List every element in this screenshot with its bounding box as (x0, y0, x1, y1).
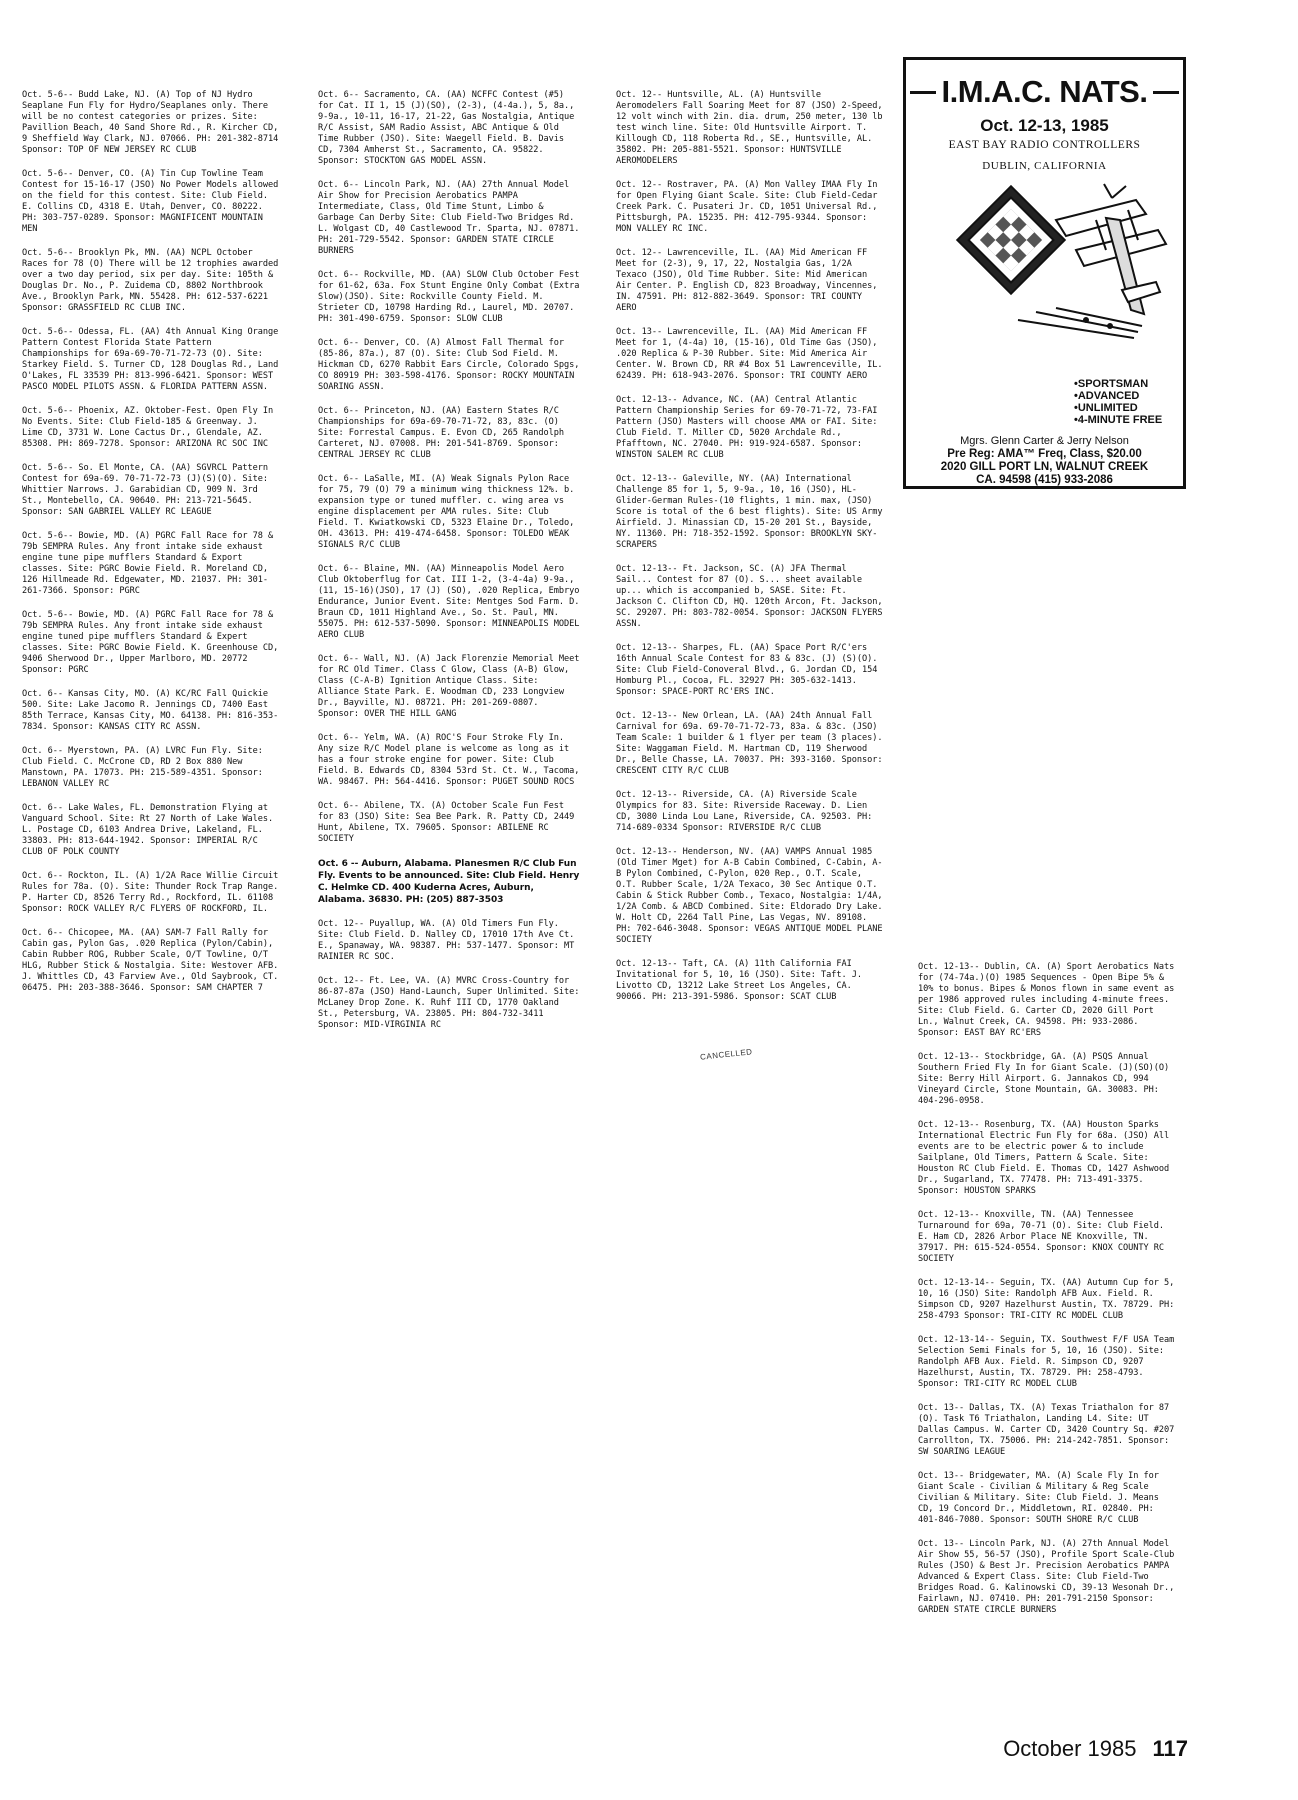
event-listing: Oct. 6 -- Auburn, Alabama. Planesmen R/C Club Fun Fly. Events to be announced. Site: Club Field. Henry C. Helmke CD. 400 Kuderna Acres, Auburn, Alabama. 36830. PH: (205) 887-3503 (318, 859, 580, 905)
ad-managers: Mgrs. Glenn Carter & Jerry Nelson (960, 435, 1129, 447)
listing-column-4 (918, 962, 1178, 1629)
class-advanced: •ADVANCED (1074, 390, 1140, 402)
event-listing: Oct. 5-6-- Bowie, MD. (A) PGRC Fall Race for 78 & 79b SEMPRA Rules. Any front intake side exhaust engine tune pipe mufflers Standard & Export classes. Site: PGRC Bowie Field. R. Moreland CD, 126 Hillmeade Rd. Edgewater, MD. 21037. PH: 301-261-7366. Sponsor: PGRC (22, 531, 274, 596)
event-listing: Oct. 12-13-- Stockbridge, GA. (A) PSQS Annual Southern Fried Fly In for Giant Scale. (J)(SO)(O) Site: Berry Hill Airport. G. Jannakos CD, 994 Vineyard Circle, Stone Mountain, GA. 30083. PH: 404-296-0958. (918, 1052, 1170, 1106)
event-listing: Oct. 12-13-- New Orlean, LA. (AA) 24th Annual Fall Carnival for 69a. 69-70-71-72-73, 83a. & 83c. (JSO) Team Scale: 1 builder & 1 flyer per team (3 places). Site: Waggaman Field. M. Hartman CD, 119 Sherwood Dr., Belle Chasse, LA. 70037. PH: 393-3160. Sponsor: CRESCENT CITY R/C CLUB (616, 711, 883, 776)
event-listing: Oct. 12-- Huntsville, AL. (A) Huntsville Aeromodelers Fall Soaring Meet for 87 (JSO) 2-Speed, 12 volt winch with 2in. dia. drum, 250 meter, 130 lb test winch line. Site: Old Huntsville Airport. T. Killough CD, 118 Roberta Rd., SE., Huntsville, AL. 35802. PH: 205-881-5521. Sponsor: HUNTSVILLE AEROMODELERS (616, 90, 883, 166)
event-listing: Oct. 6-- Blaine, MN. (AA) Minneapolis Model Aero Club Oktoberflug for Cat. III 1-2, (3-4-4a) 9-9a., (11, 15-16)(JSO), 17 (J) (SO), .020 Replica, Embryo Endurance, Junior Event. Site: Mentges Sod Farm. D. Braun CD, 1011 Highland Ave., So. St. Paul, MN. 55075. PH: 612-537-5090. Sponsor: MINNEAPOLIS MODEL AERO CLUB (318, 564, 580, 640)
event-listing: Oct. 13-- Lawrenceville, IL. (AA) Mid American FF Meet for 1, (4-4a) 10, (15-16), Old Time Gas (JSO), .020 Replica & P-30 Rubber. Site: Mid America Air Center. W. Brown CD, RR #4 Box 51 Lawrenceville, IL. 62439. PH: 618-943-2076. Sponsor: TRI COUNTY AERO (616, 327, 883, 381)
event-listing: Oct. 6-- Lake Wales, FL. Demonstration Flying at Vanguard School. Site: Rt 27 North of Lake Wales. L. Postage CD, 6103 Andrea Drive, Lakeland, FL. 33803. PH: 813-644-1942. Sponsor: IMPERIAL R/C CLUB OF POLK COUNTY (22, 803, 274, 857)
event-listing: Oct. 5-6-- Phoenix, AZ. Oktober-Fest. Open Fly In No Events. Site: Club Field-185 & Greenway. J. Lime CD, 3731 W. Lone Cactus Dr., Glendale, AZ. 85308. PH: 869-7278. Sponsor: ARIZONA RC SOC INC (22, 406, 274, 449)
event-listing: Oct. 6-- Princeton, NJ. (AA) Eastern States R/C Championships for 69a-69-70-71-72, 83, 83c. (O) Site: Forrestal Campus. E. Evon CD, 265 Randolph Carteret, NJ. 07008. PH: 201-541-8769. Sponsor: CENTRAL JERSEY RC CLUB (318, 406, 564, 460)
listing-column-2 (318, 90, 580, 1044)
imac-nats-ad (903, 57, 1186, 489)
event-listing: Oct. 12-13-- Ft. Jackson, SC. (A) JFA Thermal Sail... Contest for 87 (O). S... sheet available up... which is accompanied b, SASE. Site: Ft. Jackson C. Clifton CD, HQ. 120th Arcon, Ft. Jackson, SC. 29207. PH: 803-782-0054. Sponsor: JACKSON FLYERS ASSN. (616, 564, 883, 629)
event-listing: Oct. 5-6-- Brooklyn Pk, MN. (AA) NCPL October Races for 78 (O) There will be 12 trophies awarded over a two day period, six per day. Site: 105th & Douglas Dr. No., P. Zuidema CD, 8802 Northbrook Ave., Brooklyn Park, MN. 55428. PH: 612-537-6221 Sponsor: GRASSFIELD RC CLUB INC. (22, 248, 279, 313)
event-listing: Oct. 5-6-- Denver, CO. (A) Tin Cup Towline Team Contest for 15-16-17 (JSO) No Power Models allowed on the field for this contest. Site: Club Field. E. Collins CD, 4318 E. Utah, Denver, CO. 80222. PH: 303-757-0289. Sponsor: MAGNIFICENT MOUNTAIN MEN (22, 169, 279, 234)
class-4-minute-free: •4-MINUTE FREE (1074, 414, 1163, 426)
event-listing: Oct. 6-- Lincoln Park, NJ. (AA) 27th Annual Model Air Show for Precision Aerobatics PAMPA Intermediate, Class, Old Time Stunt, Limbo & Garbage Can Derby Site: Club Field-Two Bridges Rd. L. Wolgast CD, 40 Castlewood Tr. Sparta, NJ. 07871. PH: 201-729-5542. Sponsor: GARDEN STATE CIRCLE BURNERS (318, 180, 580, 256)
ad-title: I.M.A.C. NATS. (906, 74, 1183, 110)
event-listing: Oct. 6-- LaSalle, MI. (A) Weak Signals Pylon Race for 75, 79 (O) 79 a minimum wing thickness 12%. b. expansion type or tuned muffler. c. wing area vs engine displacement per AMA rules. Site: Club Field. T. Kwiatkowski CD, 5323 Elaine Dr., Toledo, OH. 43613. PH: 419-474-6458. Sponsor: TOLEDO WEAK SIGNALS R/C CLUB (318, 474, 575, 550)
event-listing: Oct. 6-- Abilene, TX. (A) October Scale Fun Fest for 83 (JSO) Site: Sea Bee Park. R. Patty CD, 2449 Hunt, Abilene, TX. 79605. Sponsor: ABILENE RC SOCIETY (318, 801, 575, 844)
event-listing: Oct. 12-13-- Taft, CA. (A) 11th California FAI Invitational for 5, 10, 16 (JSO). Site: Taft. J. Livotto CD, 13212 Lake Street Los Angeles, CA. 90066. PH: 213-391-5986. Sponsor: SCAT CLUB (616, 959, 862, 1002)
page-footer (1003, 1736, 1188, 1762)
event-listing: Oct. 5-6-- Odessa, FL. (AA) 4th Annual King Orange Pattern Contest Florida State Pattern Championships for 69a-69-70-71-72-73 (O). Site: Starkey Field. S. Turner CD, 128 Douglas Rd., Land O'Lakes, FL 33539 PH: 813-996-6421. Sponsor: WEST PASCO MODEL PILOTS ASSN. & FLORIDA PATTERN ASSN. (22, 327, 279, 392)
event-listing: Oct. 13-- Lincoln Park, NJ. (A) 27th Annual Model Air Show 55, 56-57 (JSO), Profile Sport Scale-Club Rules (JSO) & Best Jr. Precision Aerobatics PAMPA Advanced & Expert Class. Site: Club Field-Two Bridges Road. G. Kalinowski CD, 39-13 Wesonah Dr., Fairlawn, NJ. 07410. PH: 201-791-2150 Sponsor: GARDEN STATE CIRCLE BURNERS (918, 1539, 1175, 1615)
event-listing: Oct. 12-- Rostraver, PA. (A) Mon Valley IMAA Fly In for Open Flying Giant Scale. Site: Club Field-Cedar Creek Park. C. Pusateri Jr. CD, 1051 Universal Rd., Pittsburgh, PA. 15235. PH: 412-795-9344. Sponsor: MON VALLEY RC INC. (616, 180, 878, 234)
event-listing: Oct. 12-13-- Henderson, NV. (AA) VAMPS Annual 1985 (Old Timer Mget) for A-B Cabin Combined, C-Cabin, A-B Pylon Combined, C-Pylon, 020 Rep., O.T. Scale, O.T. Rubber Scale, 1/2A Texaco, 30 Sec Antique O.T. Cabin & Stick Rubber Comb., Texaco, Nostalgia: 1/4A, 1/2A Comb. & ABCD Combined. Site: Eldorado Dry Lake. W. Holt CD, 2264 Tall Pine, Las Vegas, NV. 89108. PH: 702-646-3048. Sponsor: VEGAS ANTIQUE MODEL PLANE SOCIETY (616, 847, 883, 945)
event-listing: Oct. 6-- Denver, CO. (A) Almost Fall Thermal for (85-86, 87a.), 87 (O). Site: Club Sod Field. M. Hickman CD, 6270 Rabbit Ears Circle, Colorado Spgs, CO 80919 PH: 303-598-4176. Sponsor: ROCKY MOUNTAIN SOARING ASSN. (318, 338, 580, 392)
ad-class-list (1074, 378, 1162, 426)
event-listing: Oct. 6-- Wall, NJ. (A) Jack Florenzie Memorial Meet for RC Old Timer. Class C Glow, Class (A-B) Glow, Class (C-A-B) Ignition Antique Class. Site: Alliance State Park. E. Woodman CD, 233 Longview Dr., Bayville, NJ. 08721. PH: 201-269-0807. Sponsor: OVER THE HILL GANG (318, 654, 580, 719)
ad-contact (906, 435, 1183, 487)
event-listing: Oct. 5-6-- Bowie, MD. (A) PGRC Fall Race for 78 & 79b SEMPRA Rules. Any front intake side exhaust engine tuned pipe mufflers Standard & Expert classes. Site: PGRC Bowie Field. K. Greenhouse CD, 9406 Sherwood Dr., Upper Marlboro, MD. 20772 Sponsor: PGRC (22, 610, 279, 675)
event-listing: Oct. 12-13-- Advance, NC. (AA) Central Atlantic Pattern Championship Series for 69-70-71-72, 73-FAI Pattern (JSO) Masters will choose AMA or FAI. Site: Club Field. T. Miller CD, 5020 Archdale Rd., Pfafftown, NC. 27040. PH: 919-924-6587. Sponsor: WINSTON SALEM RC CLUB (616, 395, 878, 460)
event-listing: Oct. 13-- Dallas, TX. (A) Texas Triathalon for 87 (O). Task T6 Triathalon, Landing L4. Site: UT Dallas Campus. W. Carter CD, 3420 Country Sq. #207 Carrollton, TX. 75006. PH: 214-242-7851. Sponsor: SW SOARING LEAGUE (918, 1403, 1175, 1457)
biplane-emblem-image (906, 180, 1183, 360)
event-listing: Oct. 12-13-- Galeville, NY. (AA) International Challenge 85 for 1, 5, 9-9a., 10, 16 (JSO), HL-Glider-German Rules-(10 flights, 1 min. max, (JSO) Score is total of the 6 best flights). Site: US Army Airfield. J. Minassian CD, 15-20 201 St., Bayside, NY. 11360. PH: 718-352-1592. Sponsor: BROOKLYN SKY-SCRAPERS (616, 474, 883, 550)
event-listing: Oct. 6-- Kansas City, MO. (A) KC/RC Fall Quickie 500. Site: Lake Jacomo R. Jennings CD, 7400 East 85th Terrace, Kansas City, MO. 64138. PH: 816-353-7834. Sponsor: KANSAS CITY RC ASSN. (22, 689, 279, 732)
ad-dates: Oct. 12-13, 1985 (980, 116, 1109, 135)
class-unlimited: •UNLIMITED (1074, 402, 1138, 414)
event-listing: Oct. 13-- Bridgewater, MA. (A) Scale Fly In for Giant Scale - Civilian & Military & Reg Scale Civilian & Military. Site: Club Field. J. Means CD, 19 Concord Dr., Middletown, RI. 02840. PH: 401-846-7080. Sponsor: SOUTH SHORE R/C CLUB (918, 1471, 1159, 1525)
event-listing: Oct. 12-13-14-- Seguin, TX. (AA) Autumn Cup for 5, 10, 16 (JSO) Site: Randolph AFB Aux. Field. R. Simpson CD, 9207 Hazelhurst Austin, TX. 78729. PH: 258-4793 Sponsor: TRI-CITY RC MODEL CLUB (918, 1278, 1175, 1321)
event-listing: Oct. 12-13-- Dublin, CA. (A) Sport Aerobatics Nats for (74-74a.)(O) 1985 Sequences - Open Bipe 5% & 10% to bonus. Bipes & Monos flown in same event as per 1986 approved rules including 4-minute frees. Site: Club Field. G. Carter CD, 2020 Gill Port Ln., Walnut Creek, CA. 94598. PH: 933-2086. Sponsor: EAST BAY RC'ERS (918, 962, 1175, 1038)
ad-illustration (906, 180, 1183, 360)
event-listing: Oct. 12-13-- Knoxville, TN. (AA) Tennessee Turnaround for 69a, 70-71 (O). Site: Club Field. E. Ham CD, 2826 Arbor Place NE Knoxville, TN. 37917. PH: 615-524-0554. Sponsor: KNOX COUNTY RC SOCIETY (918, 1210, 1164, 1264)
event-listing: Oct. 12-- Lawrenceville, IL. (AA) Mid American FF Meet for (2-3), 9, 17, 22, Nostalgia Gas, 1/2A Texaco (JSO), Old Time Rubber. Site: Mid American Air Center. P. English CD, 823 Broadway, Vincennes, IN. 47591. PH: 812-882-3649. Sponsor: TRI COUNTY AERO (616, 248, 878, 313)
event-listing: Oct. 12-13-- Rosenburg, TX. (AA) Houston Sparks International Electric Fun Fly for 68a. (JSO) All events are to be electric power & to include Sailplane, Old Timers, Pattern & Scale. Site: Houston RC Club Field. E. Thomas CD, 1427 Ashwood Dr., Sugarland, TX. 77478. PH: 713-491-3375. Sponsor: HOUSTON SPARKS (918, 1120, 1170, 1196)
event-listing: Oct. 6-- Myerstown, PA. (A) LVRC Fun Fly. Site: Club Field. C. McCrone CD, RD 2 Box 880 New Manstown, PA. 17073. PH: 215-589-4351. Sponsor: LEBANON VALLEY RC (22, 746, 263, 789)
event-listing: Oct. 12-- Ft. Lee, VA. (A) MVRC Cross-Country for 86-87-87a (JSO) Hand-Launch, Super Unlimited. Site: McLaney Drop Zone. K. Ruhf III CD, 1770 Oakland St., Petersburg, VA. 23805. PH: 804-732-3411 Sponsor: MID-VIRGINIA RC (318, 976, 580, 1030)
event-listing: Oct. 12-13-- Riverside, CA. (A) Riverside Scale Olympics for 83. Site: Riverside Raceway. D. Lien CD, 3080 Linda Lou Lane, Riverside, CA. 92503. PH: 714-689-0334 Sponsor: RIVERSIDE R/C CLUB (616, 790, 873, 833)
ad-city-phone: CA. 94598 (415) 933-2086 (976, 474, 1113, 486)
event-listing: Oct. 6-- Sacramento, CA. (AA) NCFFC Contest (#5) for Cat. II 1, 15 (J)(SO), (2-3), (4-4a.), 5, 8a., 9-9a., 10-11, 16-17, 21-22, Gas Nostalgia, Antique R/C Assist, SAM Radio Assist, ABC Antique & Old Time Rubber (JSO). Site: Waegell Field. B. Davis CD, 7304 Amherst St., Sacramento, CA. 95822. Sponsor: STOCKTON GAS MODEL ASSN. (318, 90, 575, 166)
class-sportsman: •SPORTSMAN (1074, 378, 1149, 390)
event-listing: Oct. 12-- Puyallup, WA. (A) Old Timers Fun Fly. Site: Club Field. D. Nalley CD, 17010 17th Ave Ct. E., Spanaway, WA. 98387. PH: 537-1477. Sponsor: MT RAINIER RC SOC. (318, 919, 575, 962)
event-listing: Oct. 12-13-- Sharpes, FL. (AA) Space Port R/C'ers 16th Annual Scale Contest for 83 & 83c. (J) (S)(O). Site: Club Field-Conoveral Blvd., G. Jordan CD, 154 Homburg Pl., Cocoa, FL. 32927 PH: 305-632-1413. Sponsor: SPACE-PORT RC'ERS INC. (616, 643, 878, 697)
listing-column-1 (22, 90, 280, 1007)
page-number: 117 (1152, 1736, 1188, 1761)
ad-prereg: Pre Reg: AMA™ Freq, Class, $20.00 (947, 448, 1142, 460)
event-listing: Oct. 6-- Rockville, MD. (AA) SLOW Club October Fest for 61-62, 63a. Fox Stunt Engine Only Combat (Extra Slow)(JSO). Site: Rockville County Field. M. Strieter CD, 10798 Harding Rd., Laurel, MD. 20707. PH: 301-490-6759. Sponsor: SLOW CLUB (318, 270, 580, 324)
ad-club: EAST BAY RADIO CONTROLLERS (948, 139, 1141, 151)
listing-column-3 (616, 90, 884, 1016)
ad-address: 2020 GILL PORT LN, WALNUT CREEK (940, 461, 1149, 473)
event-listing: Oct. 6-- Chicopee, MA. (AA) SAM-7 Fall Rally for Cabin gas, Pylon Gas, .020 Replica (Pylon/Cabin), Cabin Rubber ROG, Rubber Scale, O/T Towline, O/T HLG, Rubber Stick & Nostalgia. Site: Westover AFB. J. Whittles CD, 43 Farview Ave., Old Saybrook, CT. 06475. PH: 203-388-3646. Sponsor: SAM CHAPTER 7 (22, 928, 279, 993)
cancelled-stamp: CANCELLED (699, 1047, 753, 1062)
ad-location: DUBLIN, CALIFORNIA (982, 160, 1107, 172)
event-listing: Oct. 5-6-- Budd Lake, NJ. (A) Top of NJ Hydro Seaplane Fun Fly for Hydro/Seaplanes only. There will be no contest categories or prizes. Site: Pavillion Beach, 40 Sand Shore Rd., R. Kircher CD, 9 Sheffield Way Clark, NJ. 07066. PH: 201-382-8714 Sponsor: TOP OF NEW JERSEY RC CLUB (22, 90, 279, 155)
event-listing: Oct. 6-- Rockton, IL. (A) 1/2A Race Willie Circuit Rules for 78a. (O). Site: Thunder Rock Trap Range. P. Harter CD, 8526 Terry Rd., Rockford, IL. 61108 Sponsor: ROCK VALLEY R/C FLYERS OF ROCKFORD, IL. (22, 871, 279, 914)
event-listing: Oct. 5-6-- So. El Monte, CA. (AA) SGVRCL Pattern Contest for 69a-69. 70-71-72-73 (J)(S)(O). Site: Whittier Narrows. J. Garabidian CD, 909 N. 3rd St., Montebello, CA. 90640. PH: 213-721-5645. Sponsor: SAN GABRIEL VALLEY RC LEAGUE (22, 463, 268, 517)
event-listing: Oct. 6-- Yelm, WA. (A) ROC'S Four Stroke Fly In. Any size R/C Model plane is welcome as long as it has a four stroke engine for power. Site: Club Field. B. Edwards CD, 8304 53rd St. Ct. W., Tacoma, WA. 98467. PH: 564-4416. Sponsor: PUGET SOUND ROCS (318, 733, 580, 787)
issue-date: October 1985 (1003, 1736, 1137, 1761)
event-listing: Oct. 12-13-14-- Seguin, TX. Southwest F/F USA Team Selection Semi Finals for 5, 10, 16 (JSO). Site: Randolph AFB Aux. Field. R. Simpson CD, 9207 Hazelhurst, Austin, TX. 78729. PH: 258-4793. Sponsor: TRI-CITY RC MODEL CLUB (918, 1335, 1175, 1389)
